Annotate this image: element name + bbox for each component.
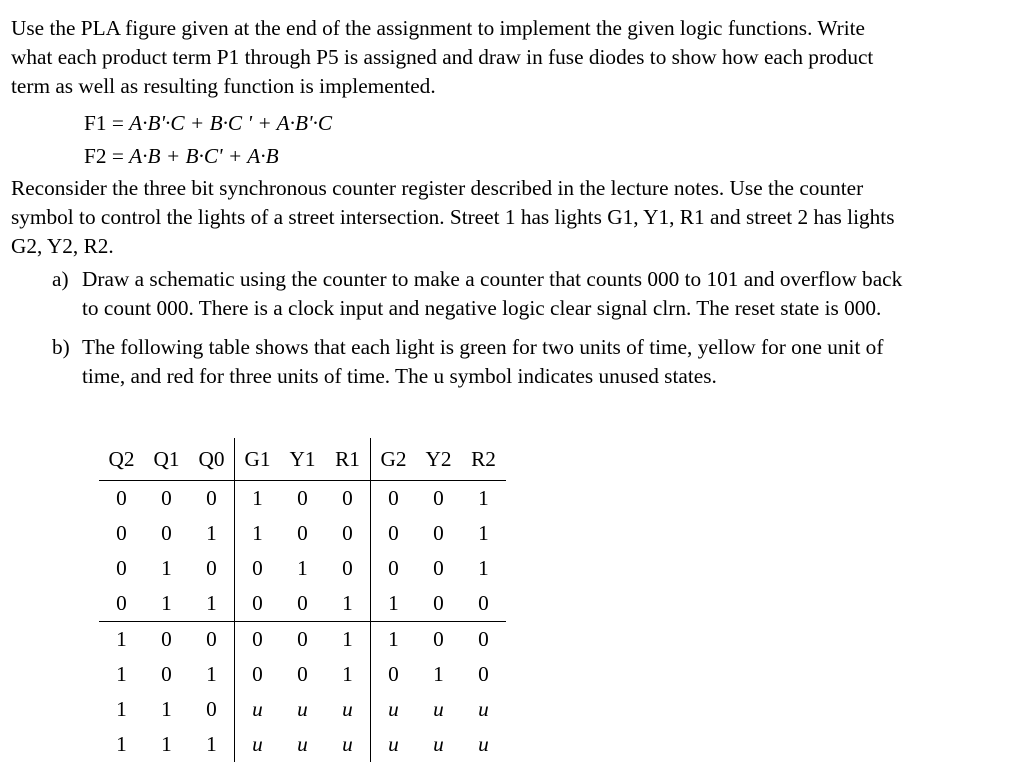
- table-cell: u: [235, 727, 281, 762]
- table-cell: 1: [116, 732, 127, 756]
- table-cell: u: [371, 692, 417, 727]
- table-cell: u: [478, 732, 489, 756]
- table-cell: 1: [116, 627, 127, 651]
- table-cell: 0: [478, 627, 489, 651]
- table-row: [99, 586, 506, 622]
- equation-f1-lhs: F1 =: [84, 111, 130, 135]
- table-cell: u: [235, 692, 281, 727]
- table-cell: 0: [371, 657, 417, 692]
- traffic-light-truth-table: [99, 438, 506, 762]
- table-cell: 0: [461, 586, 506, 622]
- table-cell: u: [342, 732, 353, 756]
- table-cell: 0: [478, 662, 489, 686]
- pla-instructions-line-3: term as well as resulting function is implemented.: [11, 74, 436, 98]
- table-cell: u: [478, 697, 489, 721]
- table-row: [99, 551, 506, 586]
- item-b-line-1: The following table shows that each light is green for two units of time, yellow for one unit of: [82, 335, 884, 359]
- table-cell: 0: [116, 556, 127, 580]
- equation-f1-rhs: A·B'·C + B·C ' + A·B'·C: [129, 111, 333, 135]
- table-row: [99, 692, 506, 727]
- table-cell: 0: [416, 586, 461, 622]
- table-row: [99, 622, 506, 658]
- table-cell: 1: [235, 516, 281, 551]
- counter-description-line-2: symbol to control the lights of a street intersection. Street 1 has lights G1, Y1, R1 and street 2 has lights: [11, 205, 895, 229]
- table-cell: 1: [371, 622, 417, 658]
- counter-description-line-1: Reconsider the three bit synchronous counter register described in the lecture notes. Use the counter: [11, 176, 864, 200]
- header-r2: R2: [461, 438, 506, 481]
- equation-f2-lhs: F2 =: [84, 144, 130, 168]
- table-row: [99, 481, 506, 517]
- table-cell: 0: [297, 662, 308, 686]
- table-cell: 0: [99, 586, 144, 622]
- table-cell: 1: [342, 627, 353, 651]
- table-cell: u: [371, 727, 417, 762]
- table-cell: 1: [325, 586, 371, 622]
- table-cell: u: [297, 697, 308, 721]
- table-cell: 0: [206, 486, 217, 510]
- table-cell: 0: [116, 486, 127, 510]
- header-g1: G1: [235, 438, 281, 481]
- table-cell: 1: [433, 662, 444, 686]
- table-cell: 1: [297, 556, 308, 580]
- header-y2: Y2: [416, 438, 461, 481]
- table-cell: 0: [161, 521, 172, 545]
- table-cell: 1: [116, 697, 127, 721]
- table-cell: 1: [235, 481, 281, 517]
- table-cell: 0: [116, 521, 127, 545]
- table-cell: u: [297, 732, 308, 756]
- table-cell: 0: [433, 627, 444, 651]
- pla-instructions-line-2: what each product term P1 through P5 is assigned and draw in fuse diodes to show how each product: [11, 45, 874, 69]
- table-cell: 0: [297, 521, 308, 545]
- equation-f2-rhs: A·B + B·C' + A·B: [129, 144, 279, 168]
- table-cell: 0: [206, 556, 217, 580]
- counter-description: [11, 174, 1021, 261]
- equation-f2: [84, 142, 279, 171]
- table-cell: 1: [144, 586, 189, 622]
- table-cell: 1: [161, 697, 172, 721]
- table-cell: 0: [342, 556, 353, 580]
- header-y1: Y1: [280, 438, 325, 481]
- table-cell: 0: [342, 521, 353, 545]
- header-r1: R1: [325, 438, 371, 481]
- table-cell: 0: [235, 551, 281, 586]
- table-cell: 0: [235, 586, 281, 622]
- table-cell: 0: [235, 622, 281, 658]
- table-cell: 0: [433, 521, 444, 545]
- pla-instructions: [11, 14, 1021, 101]
- table-cell: 1: [478, 521, 489, 545]
- table-cell: 0: [297, 627, 308, 651]
- table-cell: 0: [206, 697, 217, 721]
- pla-instructions-line-1: Use the PLA figure given at the end of the assignment to implement the given logic functions. Write: [11, 16, 865, 40]
- table-cell: 0: [297, 486, 308, 510]
- table-cell: 1: [161, 556, 172, 580]
- table-row: [99, 727, 506, 762]
- table-cell: 1: [161, 732, 172, 756]
- table-row: [99, 657, 506, 692]
- equation-f1: [84, 109, 332, 138]
- table-cell: 0: [342, 486, 353, 510]
- table-cell: 0: [371, 481, 417, 517]
- table-cell: 0: [371, 516, 417, 551]
- table-cell: 1: [206, 662, 217, 686]
- table-cell: 0: [161, 627, 172, 651]
- table-row: [99, 516, 506, 551]
- table-cell: 1: [342, 662, 353, 686]
- table-cell: 0: [161, 662, 172, 686]
- table-cell: 1: [206, 521, 217, 545]
- table-cell: 0: [280, 586, 325, 622]
- table-cell: 1: [478, 486, 489, 510]
- item-a-line-2: to count 000. There is a clock input and negative logic clear signal clrn. The reset state is 000.: [82, 296, 882, 320]
- item-b-marker: b): [52, 335, 70, 359]
- table-cell: 0: [371, 551, 417, 586]
- item-a-marker: a): [52, 267, 69, 291]
- header-q0: Q0: [189, 438, 235, 481]
- table-cell: 0: [433, 556, 444, 580]
- item-b-line-2: time, and red for three units of time. The u symbol indicates unused states.: [82, 364, 717, 388]
- table-cell: u: [433, 732, 444, 756]
- header-q1: Q1: [144, 438, 189, 481]
- table-cell: u: [342, 697, 353, 721]
- table-cell: u: [433, 697, 444, 721]
- table-cell: 1: [116, 662, 127, 686]
- table-header-row: [99, 438, 506, 481]
- counter-description-line-3: G2, Y2, R2.: [11, 234, 114, 258]
- table-cell: 1: [206, 732, 217, 756]
- table-cell: 0: [161, 486, 172, 510]
- item-a-line-1: Draw a schematic using the counter to make a counter that counts 000 to 101 and overflow back: [82, 267, 903, 291]
- table-cell: 1: [371, 586, 417, 622]
- table-cell: 0: [235, 657, 281, 692]
- header-g2: G2: [371, 438, 417, 481]
- table-cell: 1: [478, 556, 489, 580]
- table-cell: 1: [189, 586, 235, 622]
- header-q2: Q2: [99, 438, 144, 481]
- table-cell: 0: [206, 627, 217, 651]
- table-cell: 0: [433, 486, 444, 510]
